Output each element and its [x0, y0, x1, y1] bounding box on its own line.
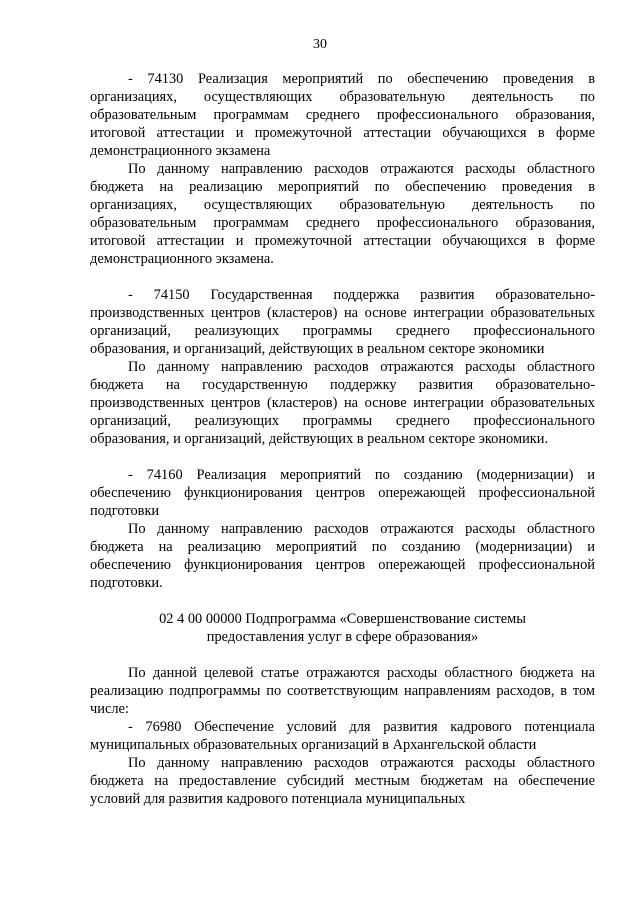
spacer: [90, 268, 595, 286]
paragraph-74150-title: - 74150 Государственная поддержка развития образовательно-производственных центров (кластеров) на основе интеграции образовательных организаций, реализующих программы среднего профессионального образования, и организаций, действующих в реальном секторе экономики: [90, 287, 595, 357]
paragraph-74130-title: - 74130 Реализация мероприятий по обеспечению проведения в организациях, осуществляющих образовательную деятельность по образовательным программам среднего профессионального образования, итоговой аттестации и промежуточной аттестации обучающихся в форме демонстрационного экзамена: [90, 71, 595, 159]
spacer: [90, 592, 595, 610]
spacer: [90, 448, 595, 466]
paragraph-74150-description: По данному направлению расходов отражаются расходы областного бюджета на государственную поддержку развития образовательно-производственных центров (кластеров) на основе интеграции образовательных организаций, реализующих программы среднего профессионального образования, и организаций, действующих в реальном секторе экономики.: [90, 359, 595, 447]
paragraph-74160-description: По данному направлению расходов отражаются расходы областного бюджета на реализацию мероприятий по созданию (модернизации) и обеспечению функционирования центров опережающей профессиональной подготовки.: [90, 521, 595, 591]
paragraph-74130-description: По данному направлению расходов отражаются расходы областного бюджета на реализацию мероприятий по обеспечению проведения в организациях, осуществляющих образовательную деятельность по образовательным программам среднего профессионального образования, итоговой аттестации и промежуточной аттестации обучающихся в форме демонстрационного экзамена.: [90, 161, 595, 267]
paragraph-74160-title: - 74160 Реализация мероприятий по созданию (модернизации) и обеспечению функционирования центров опережающей профессиональной подготовки: [90, 467, 595, 519]
paragraph-76980-title: - 76980 Обеспечение условий для развития кадрового потенциала муниципальных образовательных организаций в Архангельской области: [90, 719, 595, 753]
page-number: 30: [313, 37, 327, 52]
paragraph-76980-description: По данному направлению расходов отражаются расходы областного бюджета на предоставление субсидий местным бюджетам на обеспечение условий для развития кадрового потенциала муниципальных: [90, 755, 595, 807]
section-heading-subprogram: 02 4 00 00000 Подпрограмма «Совершенствование системы предоставления услуг в сфере образования»: [159, 611, 526, 645]
document-body: [90, 70, 595, 808]
spacer: [90, 646, 595, 664]
paragraph-subprogram-intro: По данной целевой статье отражаются расходы областного бюджета на реализацию подпрограммы по соответствующим направлениям расходов, в том числе:: [90, 665, 595, 717]
